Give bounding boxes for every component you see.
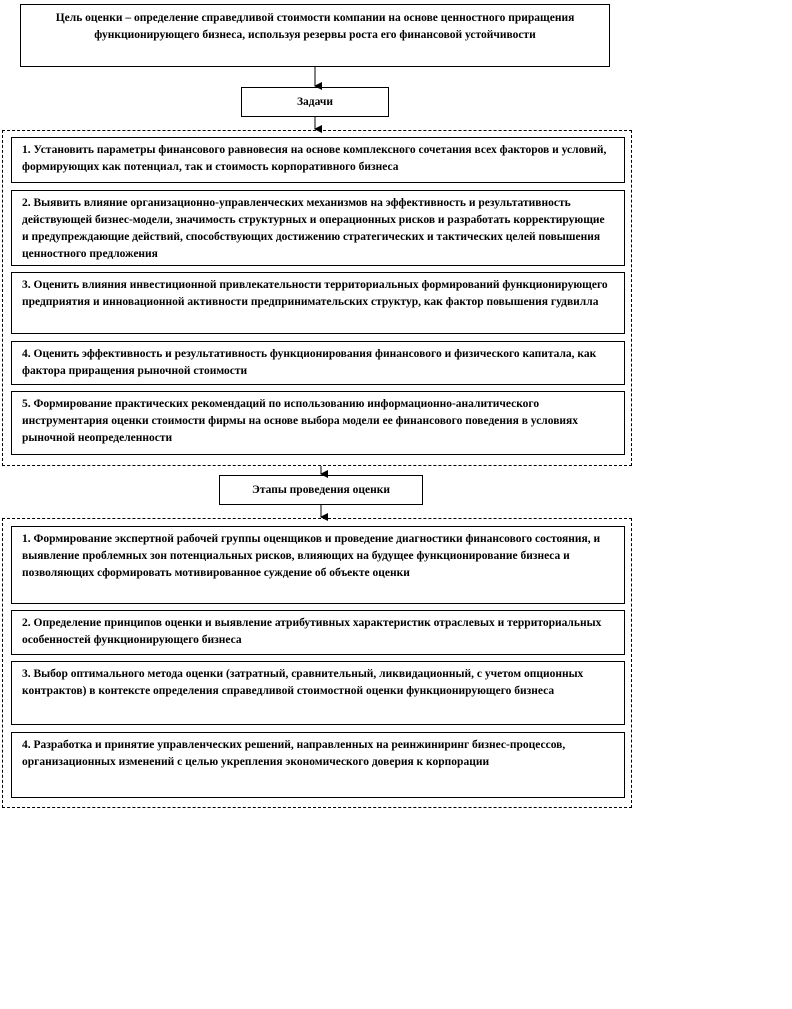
task-text: 2. Выявить влияние организационно-управленческих механизмов на эффективность и результативность действующей бизнес-модели, значимость структурных и операционных рисков и разработать корректирующие и предупреждающие действий, способствующих достижению стратегических и тактических целей повышения ценностного предложения	[22, 197, 605, 260]
stage-text: 3. Выбор оптимального метода оценки (затратный, сравнительный, ликвидационный, с учетом опционных контрактов) в контексте определения справедливой стоимостной оценки функционирующего бизнеса	[22, 668, 584, 697]
goal-text: Цель оценки – определение справедливой стоимости компании на основе ценностного приращения функционирующего бизнеса, используя резервы роста его финансовой устойчивости	[55, 12, 575, 41]
task-text: 1. Установить параметры финансового равновесия на основе комплексного сочетания всех факторов и условий, формирующих как потенциал, так и стоимость корпоративного бизнеса	[22, 144, 607, 173]
task-text: 5. Формирование практических рекомендаций по использованию информационно-аналитического инструментария оценки стоимости фирмы на основе выбора модели ее финансового поведения в условиях рыночной неопределенности	[22, 398, 579, 444]
stages-title: Этапы проведения оценки	[252, 484, 390, 496]
task-text: 4. Оценить эффективность и результативность функционирования финансового и физического капитала, как фактора приращения рыночной стоимости	[22, 348, 597, 377]
stage-text: 1. Формирование экспертной рабочей группы оценщиков и проведение диагностики финансового состояния, и выявление проблемных зон потенциальных рисков, влияющих на будущее функционирование бизнеса и позволяющих сформировать мотивированное суждение об объекте оценки	[22, 533, 601, 579]
stage-text: 2. Определение принципов оценки и выявление атрибутивных характеристик отраслевых и территориальных особенностей функционирующего бизнеса	[22, 617, 602, 646]
task-text: 3. Оценить влияния инвестиционной привлекательности территориальных формирований функционирующего предприятия и инновационной активности предпринимательских структур, как фактор повышения гудвилла	[22, 279, 608, 308]
tasks-title: Задачи	[296, 96, 334, 108]
stage-text: 4. Разработка и принятие управленческих решений, направленных на реинжиниринг бизнес-процессов, организационных изменений с целью укрепления экономического доверия к корпорации	[22, 739, 566, 768]
